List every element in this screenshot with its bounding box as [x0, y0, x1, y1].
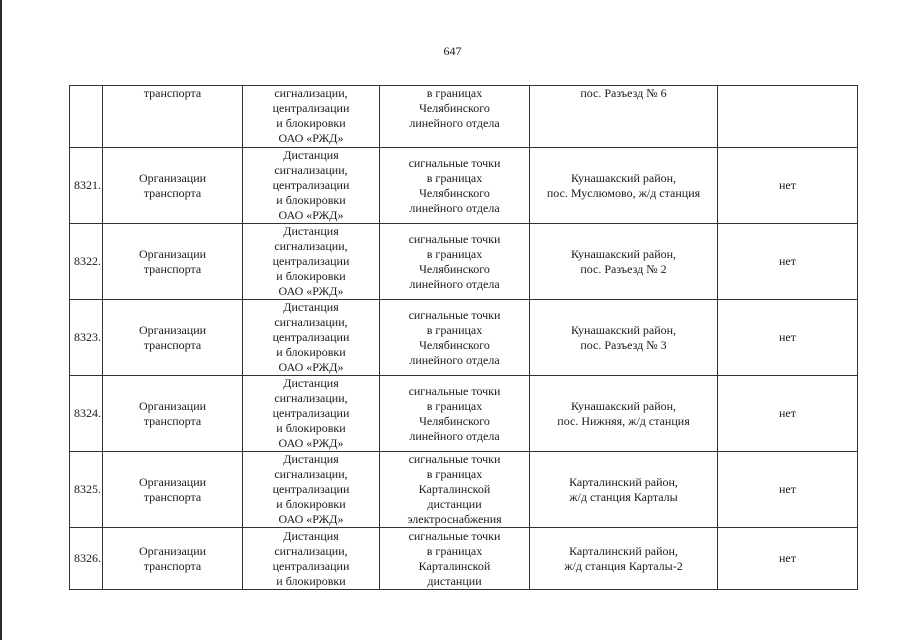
location-cell: Карталинский район, ж/д станция Карталы — [530, 452, 718, 528]
table-row — [70, 452, 858, 528]
location-cell: Карталинский район, ж/д станция Карталы-2 — [530, 528, 718, 590]
table-row — [70, 148, 858, 224]
row-number: 8322. — [70, 224, 103, 300]
category-cell: Организации транспорта — [103, 148, 243, 224]
category-cell: транспорта — [103, 86, 243, 148]
flag-cell: нет — [718, 528, 858, 590]
row-number: 8321. — [70, 148, 103, 224]
table-row — [70, 300, 858, 376]
owner-cell: Дистанция сигнализации, централизации и блокировки ОАО «РЖД» — [243, 300, 380, 376]
row-number-cell — [70, 86, 103, 148]
flag-cell: нет — [718, 452, 858, 528]
object-cell: сигнальные точки в границах Челябинского линейного отдела — [380, 148, 530, 224]
owner-cell: Дистанция сигнализации, централизации и блокировки — [243, 528, 380, 590]
flag-cell: нет — [718, 376, 858, 452]
category-cell: Организации транспорта — [103, 528, 243, 590]
object-cell: сигнальные точки в границах Карталинской дистанции электроснабжения — [380, 452, 530, 528]
location-cell: пос. Разъезд № 6 — [530, 86, 718, 148]
category-cell: Организации транспорта — [103, 300, 243, 376]
category-cell: Организации транспорта — [103, 376, 243, 452]
location-cell: Кунашакский район, пос. Муслюмово, ж/д станция — [530, 148, 718, 224]
row-number: 8325. — [70, 452, 103, 528]
object-cell: сигнальные точки в границах Челябинского линейного отдела — [380, 300, 530, 376]
page-left-edge — [0, 0, 2, 640]
row-number: 8324. — [70, 376, 103, 452]
row-number: 8323. — [70, 300, 103, 376]
object-cell: сигнальные точки в границах Челябинского линейного отдела — [380, 376, 530, 452]
owner-cell: Дистанция сигнализации, централизации и блокировки ОАО «РЖД» — [243, 452, 380, 528]
object-cell: сигнальные точки в границах Челябинского линейного отдела — [380, 224, 530, 300]
flag-cell — [718, 86, 858, 148]
table-row — [70, 528, 858, 590]
category-cell: Организации транспорта — [103, 224, 243, 300]
category-cell: Организации транспорта — [103, 452, 243, 528]
table-row-continued — [70, 86, 858, 148]
owner-cell: Дистанция сигнализации, централизации и блокировки ОАО «РЖД» — [243, 148, 380, 224]
page-number: 647 — [443, 44, 462, 58]
flag-cell: нет — [718, 300, 858, 376]
flag-cell: нет — [718, 224, 858, 300]
row-number: 8326. — [70, 528, 103, 590]
owner-cell: сигнализации, централизации и блокировки ОАО «РЖД» — [243, 86, 380, 148]
owner-cell: Дистанция сигнализации, централизации и блокировки ОАО «РЖД» — [243, 224, 380, 300]
table-row — [70, 376, 858, 452]
object-cell: в границах Челябинского линейного отдела — [380, 86, 530, 148]
flag-cell: нет — [718, 148, 858, 224]
location-cell: Кунашакский район, пос. Разъезд № 2 — [530, 224, 718, 300]
object-cell: сигнальные точки в границах Карталинской дистанции — [380, 528, 530, 590]
owner-cell: Дистанция сигнализации, централизации и блокировки ОАО «РЖД» — [243, 376, 380, 452]
registry-table — [69, 85, 858, 590]
location-cell: Кунашакский район, пос. Нижняя, ж/д станция — [530, 376, 718, 452]
location-cell: Кунашакский район, пос. Разъезд № 3 — [530, 300, 718, 376]
table-row — [70, 224, 858, 300]
